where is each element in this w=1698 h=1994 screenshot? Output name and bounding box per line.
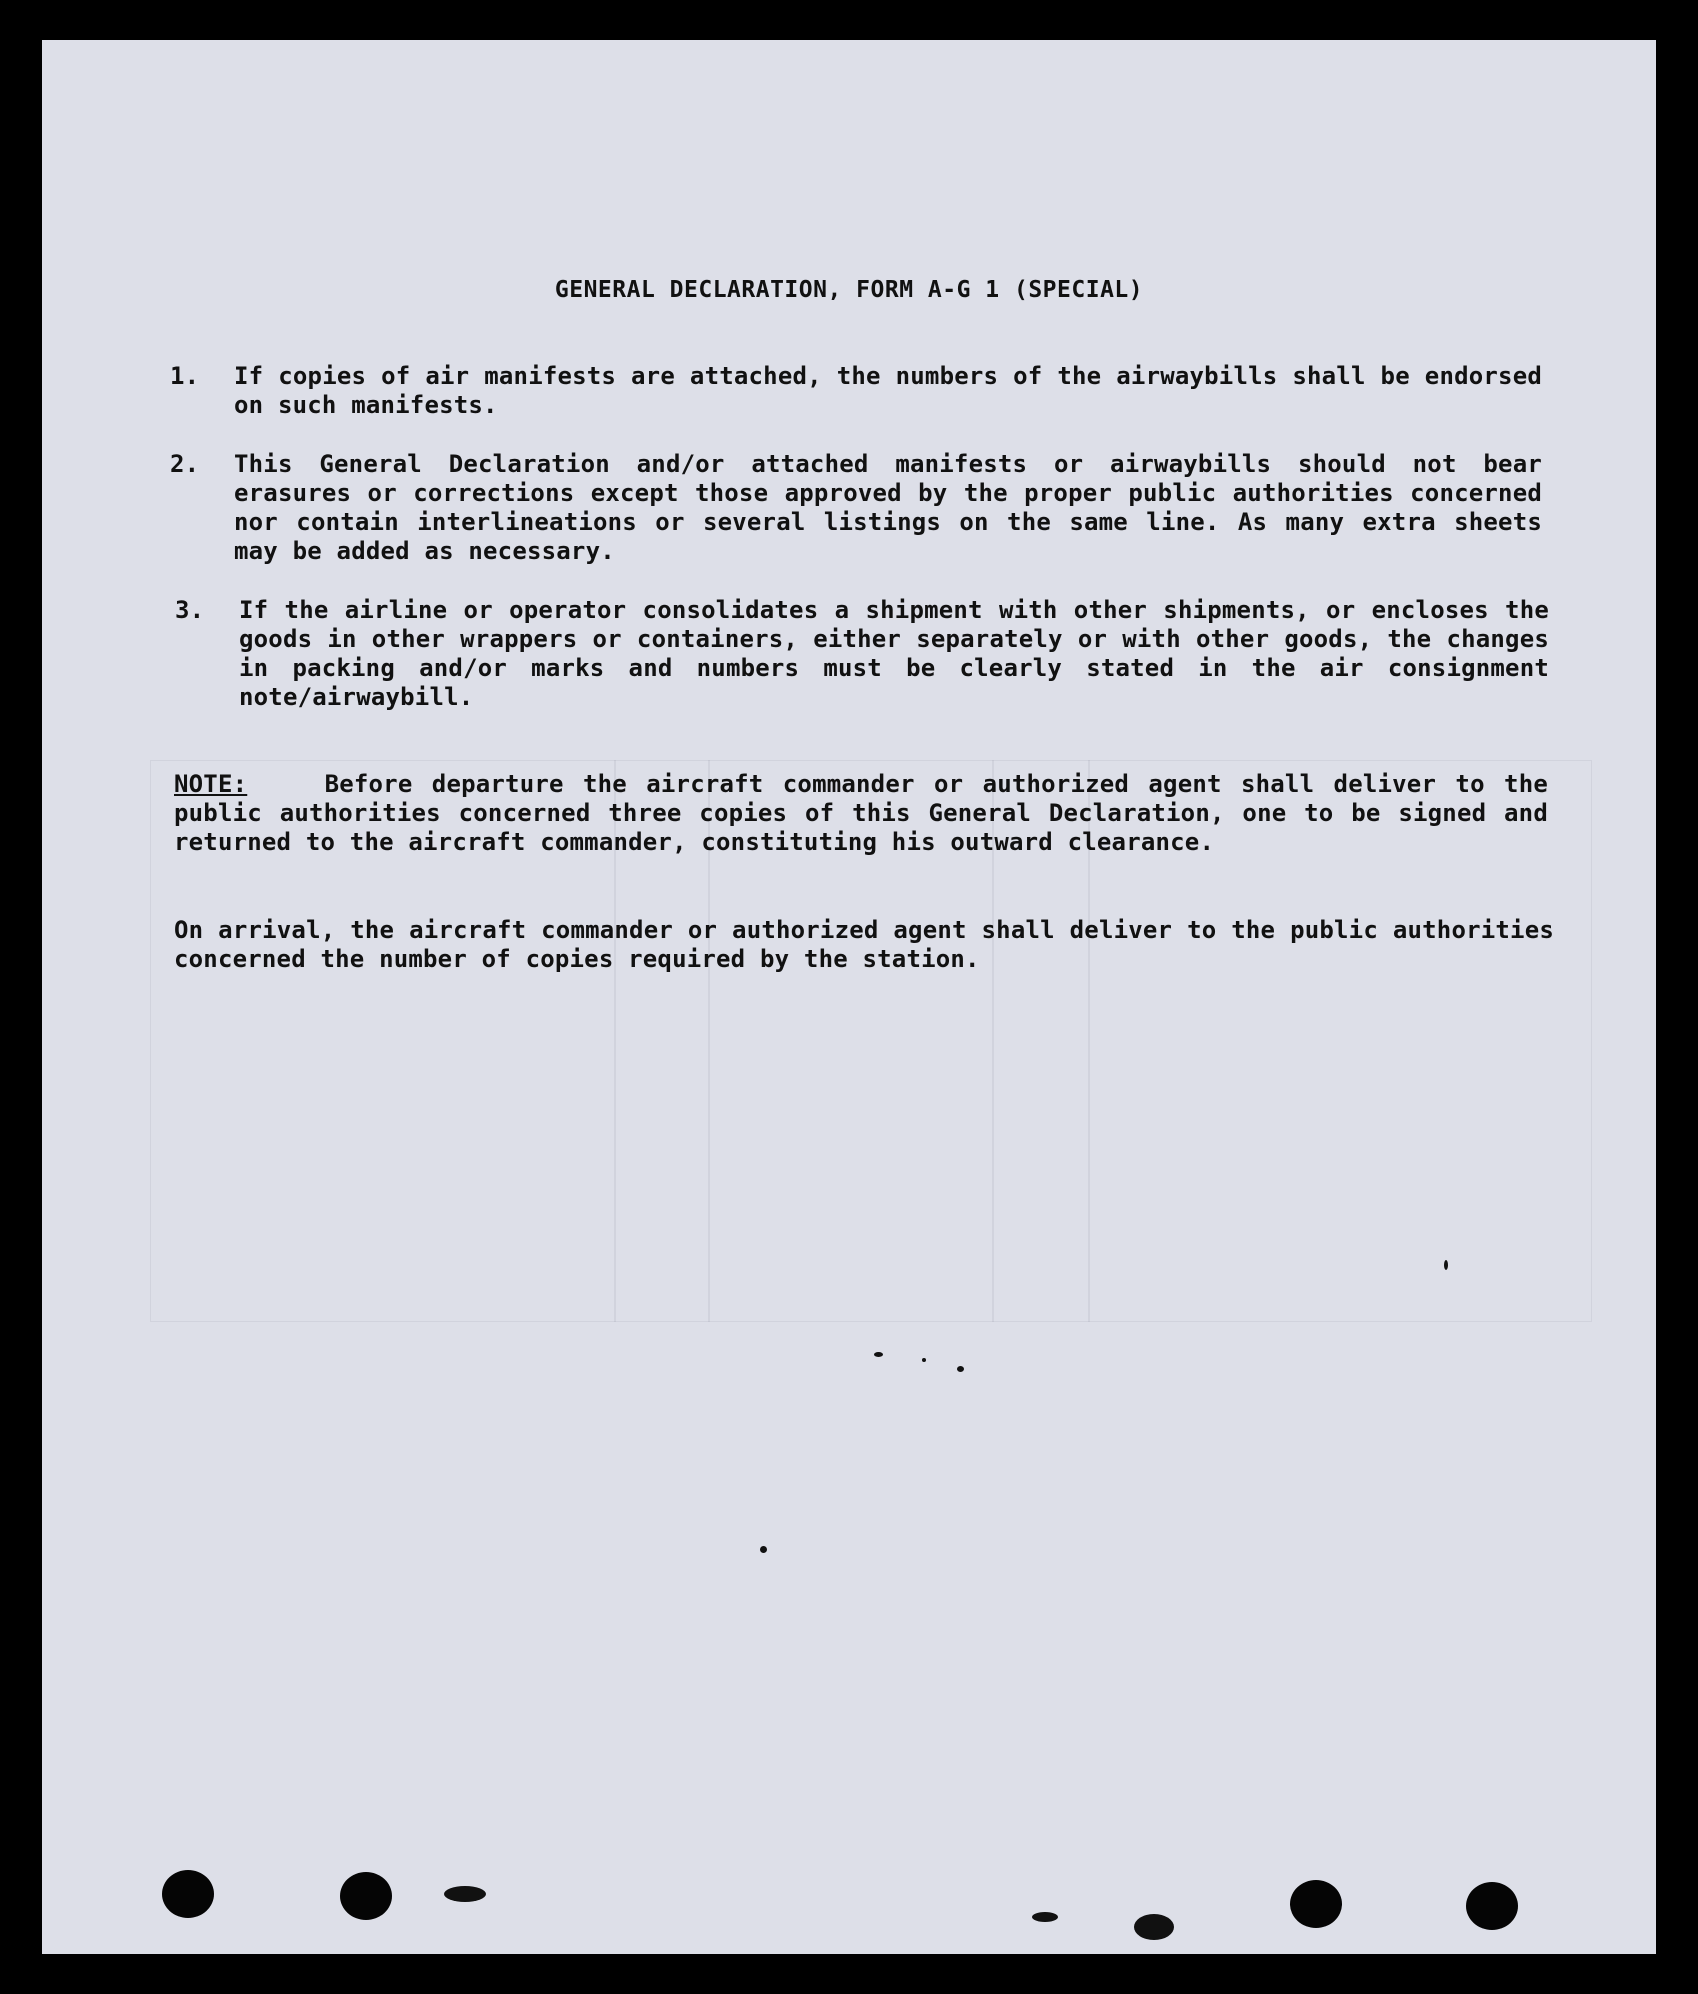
ink-speck [1444, 1260, 1448, 1270]
document-page [42, 40, 1656, 1954]
ink-speck [874, 1352, 883, 1357]
ink-speck [1032, 1912, 1058, 1922]
punch-hole [1290, 1880, 1342, 1928]
list-item [175, 596, 1549, 712]
ink-speck [760, 1546, 767, 1553]
page-title: GENERAL DECLARATION, FORM A-G 1 (SPECIAL) [554, 277, 1144, 303]
list-item-text: If copies of air manifests are attached, the numbers of the airwaybills shall be endorsed on such manifests. [234, 362, 1542, 419]
list-item [170, 362, 1542, 420]
list-item-number: 2. [170, 450, 200, 478]
list-item-number: 3. [175, 596, 205, 624]
note-paragraph [174, 770, 1548, 857]
ink-speck [1134, 1914, 1174, 1940]
ink-speck [957, 1366, 964, 1372]
punch-hole [1466, 1882, 1518, 1930]
ink-speck [444, 1886, 486, 1902]
punch-hole [340, 1872, 392, 1920]
list-item-text: This General Declaration and/or attached manifests or airwaybills should not bear erasures or corrections except those approved by the proper public authorities concerned nor contain interlineations or several listings on the same line. As many extra sheets may be added as necessary. [234, 450, 1542, 565]
list-item-number: 1. [170, 362, 200, 390]
ink-speck [922, 1358, 926, 1362]
punch-hole [162, 1870, 214, 1918]
arrival-paragraph: On arrival, the aircraft commander or authorized agent shall deliver to the public authorities concerned the number of copies required by the station. [174, 916, 1554, 973]
note-text: Before departure the aircraft commander or authorized agent shall deliver to the public authorities concerned three copies of this General Declaration, one to be signed and returned to the aircraft commander, constituting his outward clearance. [174, 770, 1548, 856]
list-item-text: If the airline or operator consolidates a shipment with other shipments, or encloses the goods in other wrappers or containers, either separately or with other goods, the changes in packing and/or marks and numbers must be clearly stated in the air consignment note/airwaybill. [239, 596, 1549, 711]
note-label: NOTE: [174, 770, 248, 798]
list-item [170, 450, 1542, 566]
